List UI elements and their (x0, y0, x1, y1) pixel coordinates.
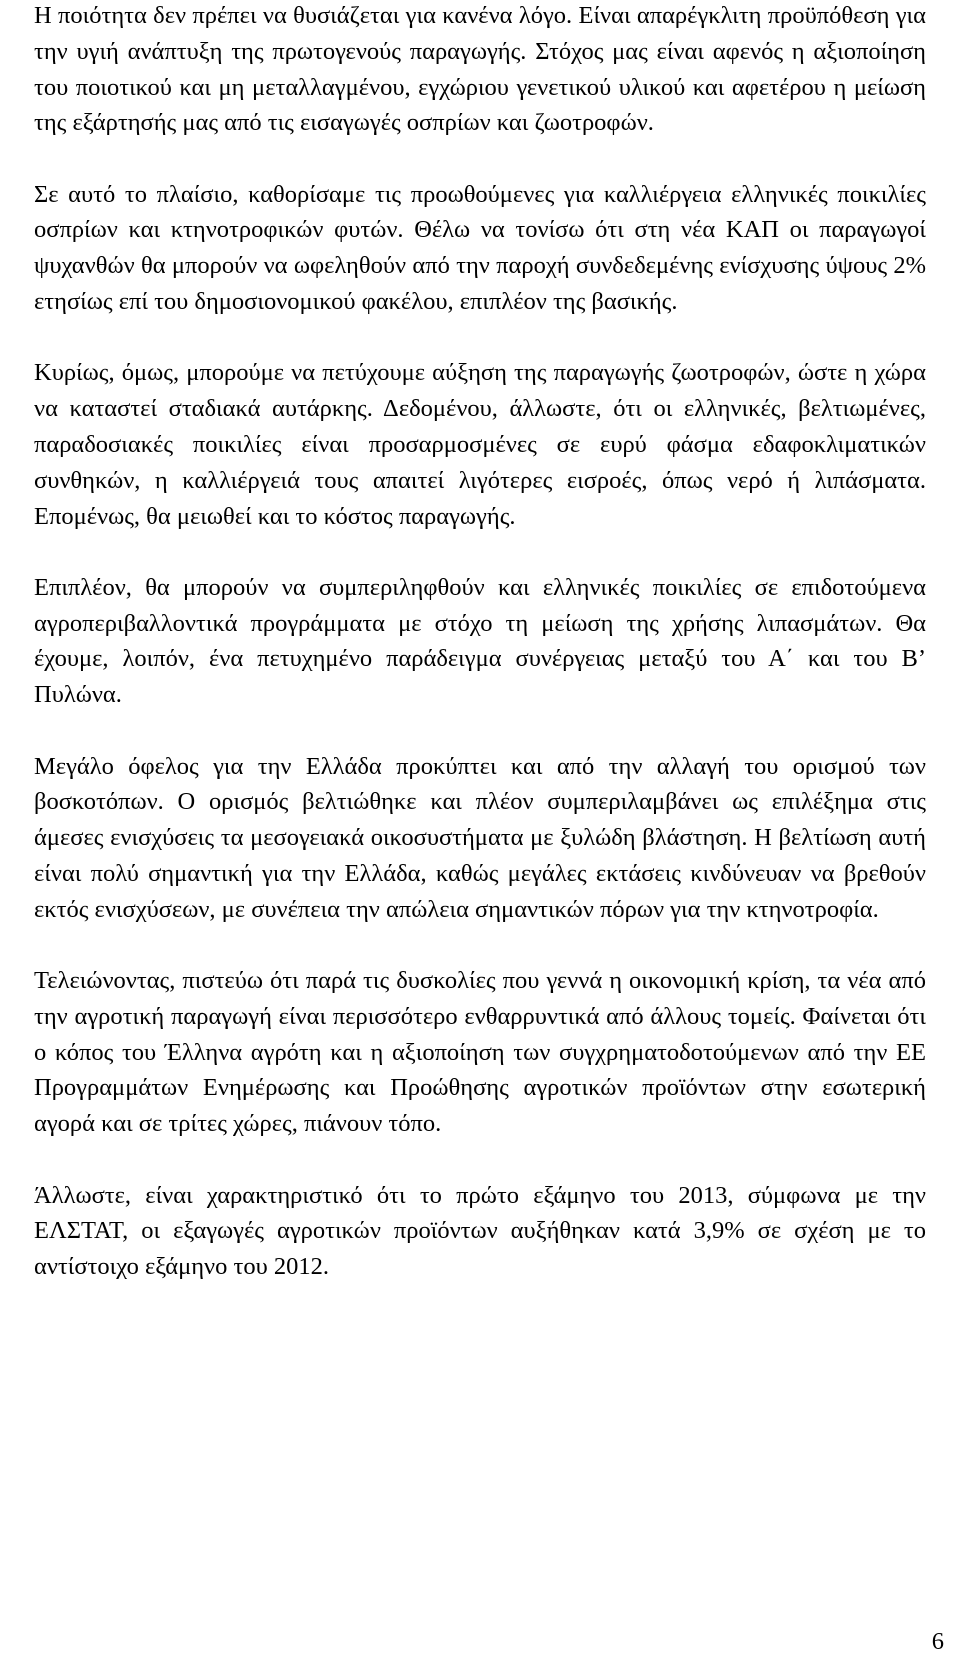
paragraph-conclusion: Τελειώνοντας, πιστεύω ότι παρά τις δυσκολίες που γεννά η οικονομική κρίση, τα νέα από την αγροτική παραγωγή είναι περισσότερο ενθαρρυντικά από άλλους τομείς. Φαίνεται ότι ο κόπος του Έλληνα αγρότη και η αξιοποίηση των συγχρηματοδοτούμενων από την ΕΕ Προγραμμάτων Ενημέρωσης και Προώθησης αγροτικών προϊόντων στην εσωτερική αγορά και σε τρίτες χώρες, πιάνουν τόπο. (34, 967, 926, 1138)
paragraph-quality: Η ποιότητα δεν πρέπει να θυσιάζεται για κανένα λόγο. Είναι απαρέγκλιτη προϋπόθεση για την υγιή ανάπτυξη της πρωτογενούς παραγωγής. Στόχος μας είναι αφενός η αξιοποίηση του ποιοτικού και μη μεταλλαγμένου, εγχώριου γενετικού υλικού και αφετέρου η μείωση της εξάρτησής μας από τις εισαγωγές οσπρίων και ζωοτροφών. (34, 2, 926, 137)
paragraph-pastures: Μεγάλο όφελος για την Ελλάδα προκύπτει και από την αλλαγή του ορισμού των βοσκοτόπων. Ο ορισμός βελτιώθηκε και πλέον συμπεριλαμβάνει ως επιλέξημα στις άμεσες ενισχύσεις τα μεσογειακά οικοσυστήματα με ξυλώδη βλάστηση. Η βελτίωση αυτή είναι πολύ σημαντική για την Ελλάδα, καθώς μεγάλες εκτάσεις κινδύνευαν να βρεθούν εκτός ενισχύσεων, με συνέπεια την απώλεια σημαντικών πόρων για την κτηνοτροφία. (34, 752, 926, 923)
document-body (34, 0, 926, 1320)
paragraph-varieties: Σε αυτό το πλαίσιο, καθορίσαμε τις προωθούμενες για καλλιέργεια ελληνικές ποικιλίες οσπρίων και κτηνοτροφικών φυτών. Θέλω να τονίσω ότι στη νέα ΚΑΠ οι παραγωγοί ψυχανθών θα μπορούν να ωφεληθούν από την παροχή συνδεδεμένης ενίσχυσης ύψους 2% ετησίως επί του δημοσιονομικού φακέλου, επιπλέον της βασικής. (34, 180, 926, 316)
paragraph-exports: Άλλωστε, είναι χαρακτηριστικό ότι το πρώτο εξάμηνο του 2013, σύμφωνα με την ΕΛΣΤΑΤ, οι εξαγωγές αγροτικών προϊόντων αυξήθηκαν κατά 3,9% σε σχέση με το αντίστοιχο εξάμηνο του 2012. (34, 1181, 926, 1281)
page-number: 6 (931, 1628, 944, 1655)
paragraph-feed-production: Κυρίως, όμως, μπορούμε να πετύχουμε αύξηση της παραγωγής ζωοτροφών, ώστε η χώρα να καταστεί σταδιακά αυτάρκης. Δεδομένου, άλλωστε, ότι οι ελληνικές, βελτιωμένες, παραδοσιακές ποικιλίες είναι προσαρμοσμένες σε ευρύ φάσμα εδαφοκλιματικών συνθηκών, η καλλιέργειά τους απαιτεί λιγότερες εισροές, όπως νερό ή λιπάσματα. Επομένως, θα μειωθεί και το κόστος παραγωγής. (34, 359, 926, 530)
paragraph-agri-environment: Επιπλέον, θα μπορούν να συμπεριληφθούν και ελληνικές ποικιλίες σε επιδοτούμενα αγροπεριβαλλοντικά προγράμματα με στόχο τη μείωση της χρήσης λιπασμάτων. Θα έχουμε, λοιπόν, ένα πετυχημένο παράδειγμα συνέργειας μεταξύ του Α΄ και του Β’ Πυλώνα. (34, 573, 926, 709)
